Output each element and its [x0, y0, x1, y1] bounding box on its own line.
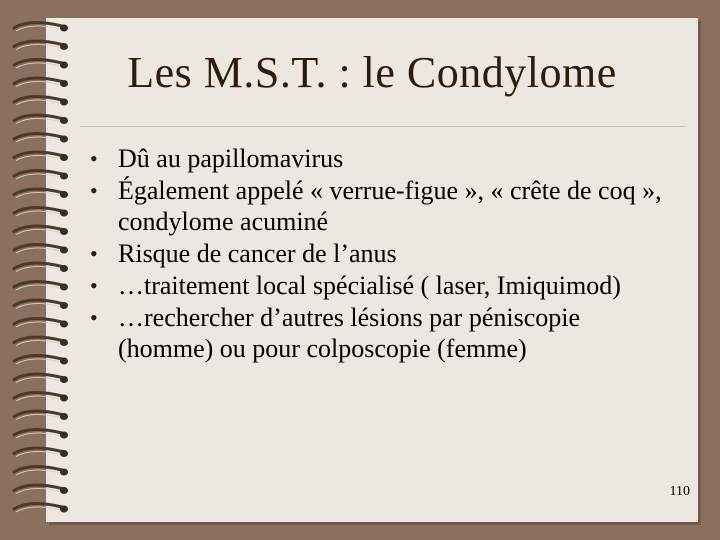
- bullet-item: [90, 270, 680, 301]
- binding-ring-icon: [14, 281, 68, 290]
- bullet-icon: •: [90, 146, 98, 171]
- bullet-icon: •: [90, 241, 98, 266]
- binding-ring-icon: [14, 318, 68, 327]
- bullet-text: Également appelé « verrue-figue », « crête de coq », condylome acuminé: [118, 176, 662, 236]
- binding-ring-icon: [14, 411, 68, 420]
- binding-ring-icon: [14, 152, 68, 161]
- binding-ring-icon: [14, 485, 68, 494]
- bullet-text: Risque de cancer de l’anus: [118, 239, 397, 268]
- binding-ring-icon: [14, 207, 68, 216]
- binding-ring-icon: [14, 355, 68, 364]
- bullet-item: [90, 143, 680, 174]
- binding-ring-icon: [14, 503, 68, 512]
- binding-ring-icon: [14, 429, 68, 438]
- binding-ring-icon: [14, 300, 68, 309]
- binding-ring-icon: [14, 392, 68, 401]
- binding-ring-icon: [14, 244, 68, 253]
- bullet-text: …traitement local spécialisé ( laser, Imiquimod): [118, 271, 621, 300]
- binding-ring-icon: [14, 337, 68, 346]
- bullet-icon: •: [90, 178, 98, 203]
- bullet-item: [90, 238, 680, 269]
- bullet-text: Dû au papillomavirus: [118, 144, 344, 173]
- binding-ring-icon: [14, 226, 68, 235]
- title-divider: [80, 126, 686, 127]
- binding-ring-icon: [14, 263, 68, 272]
- binding-ring-icon: [14, 115, 68, 124]
- page-number: 110: [669, 484, 690, 499]
- binding-ring-icon: [14, 170, 68, 179]
- bullet-icon: •: [90, 305, 98, 330]
- bullet-item: [90, 175, 680, 237]
- binding-ring-icon: [14, 448, 68, 457]
- binding-ring-icon: [14, 133, 68, 142]
- bullet-list: [90, 143, 680, 365]
- bullet-icon: •: [90, 273, 98, 298]
- binding-ring-icon: [14, 189, 68, 198]
- slide-title: Les M.S.T. : le Condylome: [127, 48, 617, 97]
- binding-ring-icon: [14, 22, 68, 31]
- bullet-item: [90, 302, 680, 364]
- binding-ring-icon: [14, 374, 68, 383]
- bullet-text: …rechercher d’autres lésions par péniscopie (homme) ou pour colposcopie (femme): [118, 303, 581, 363]
- binding-ring-icon: [14, 466, 68, 475]
